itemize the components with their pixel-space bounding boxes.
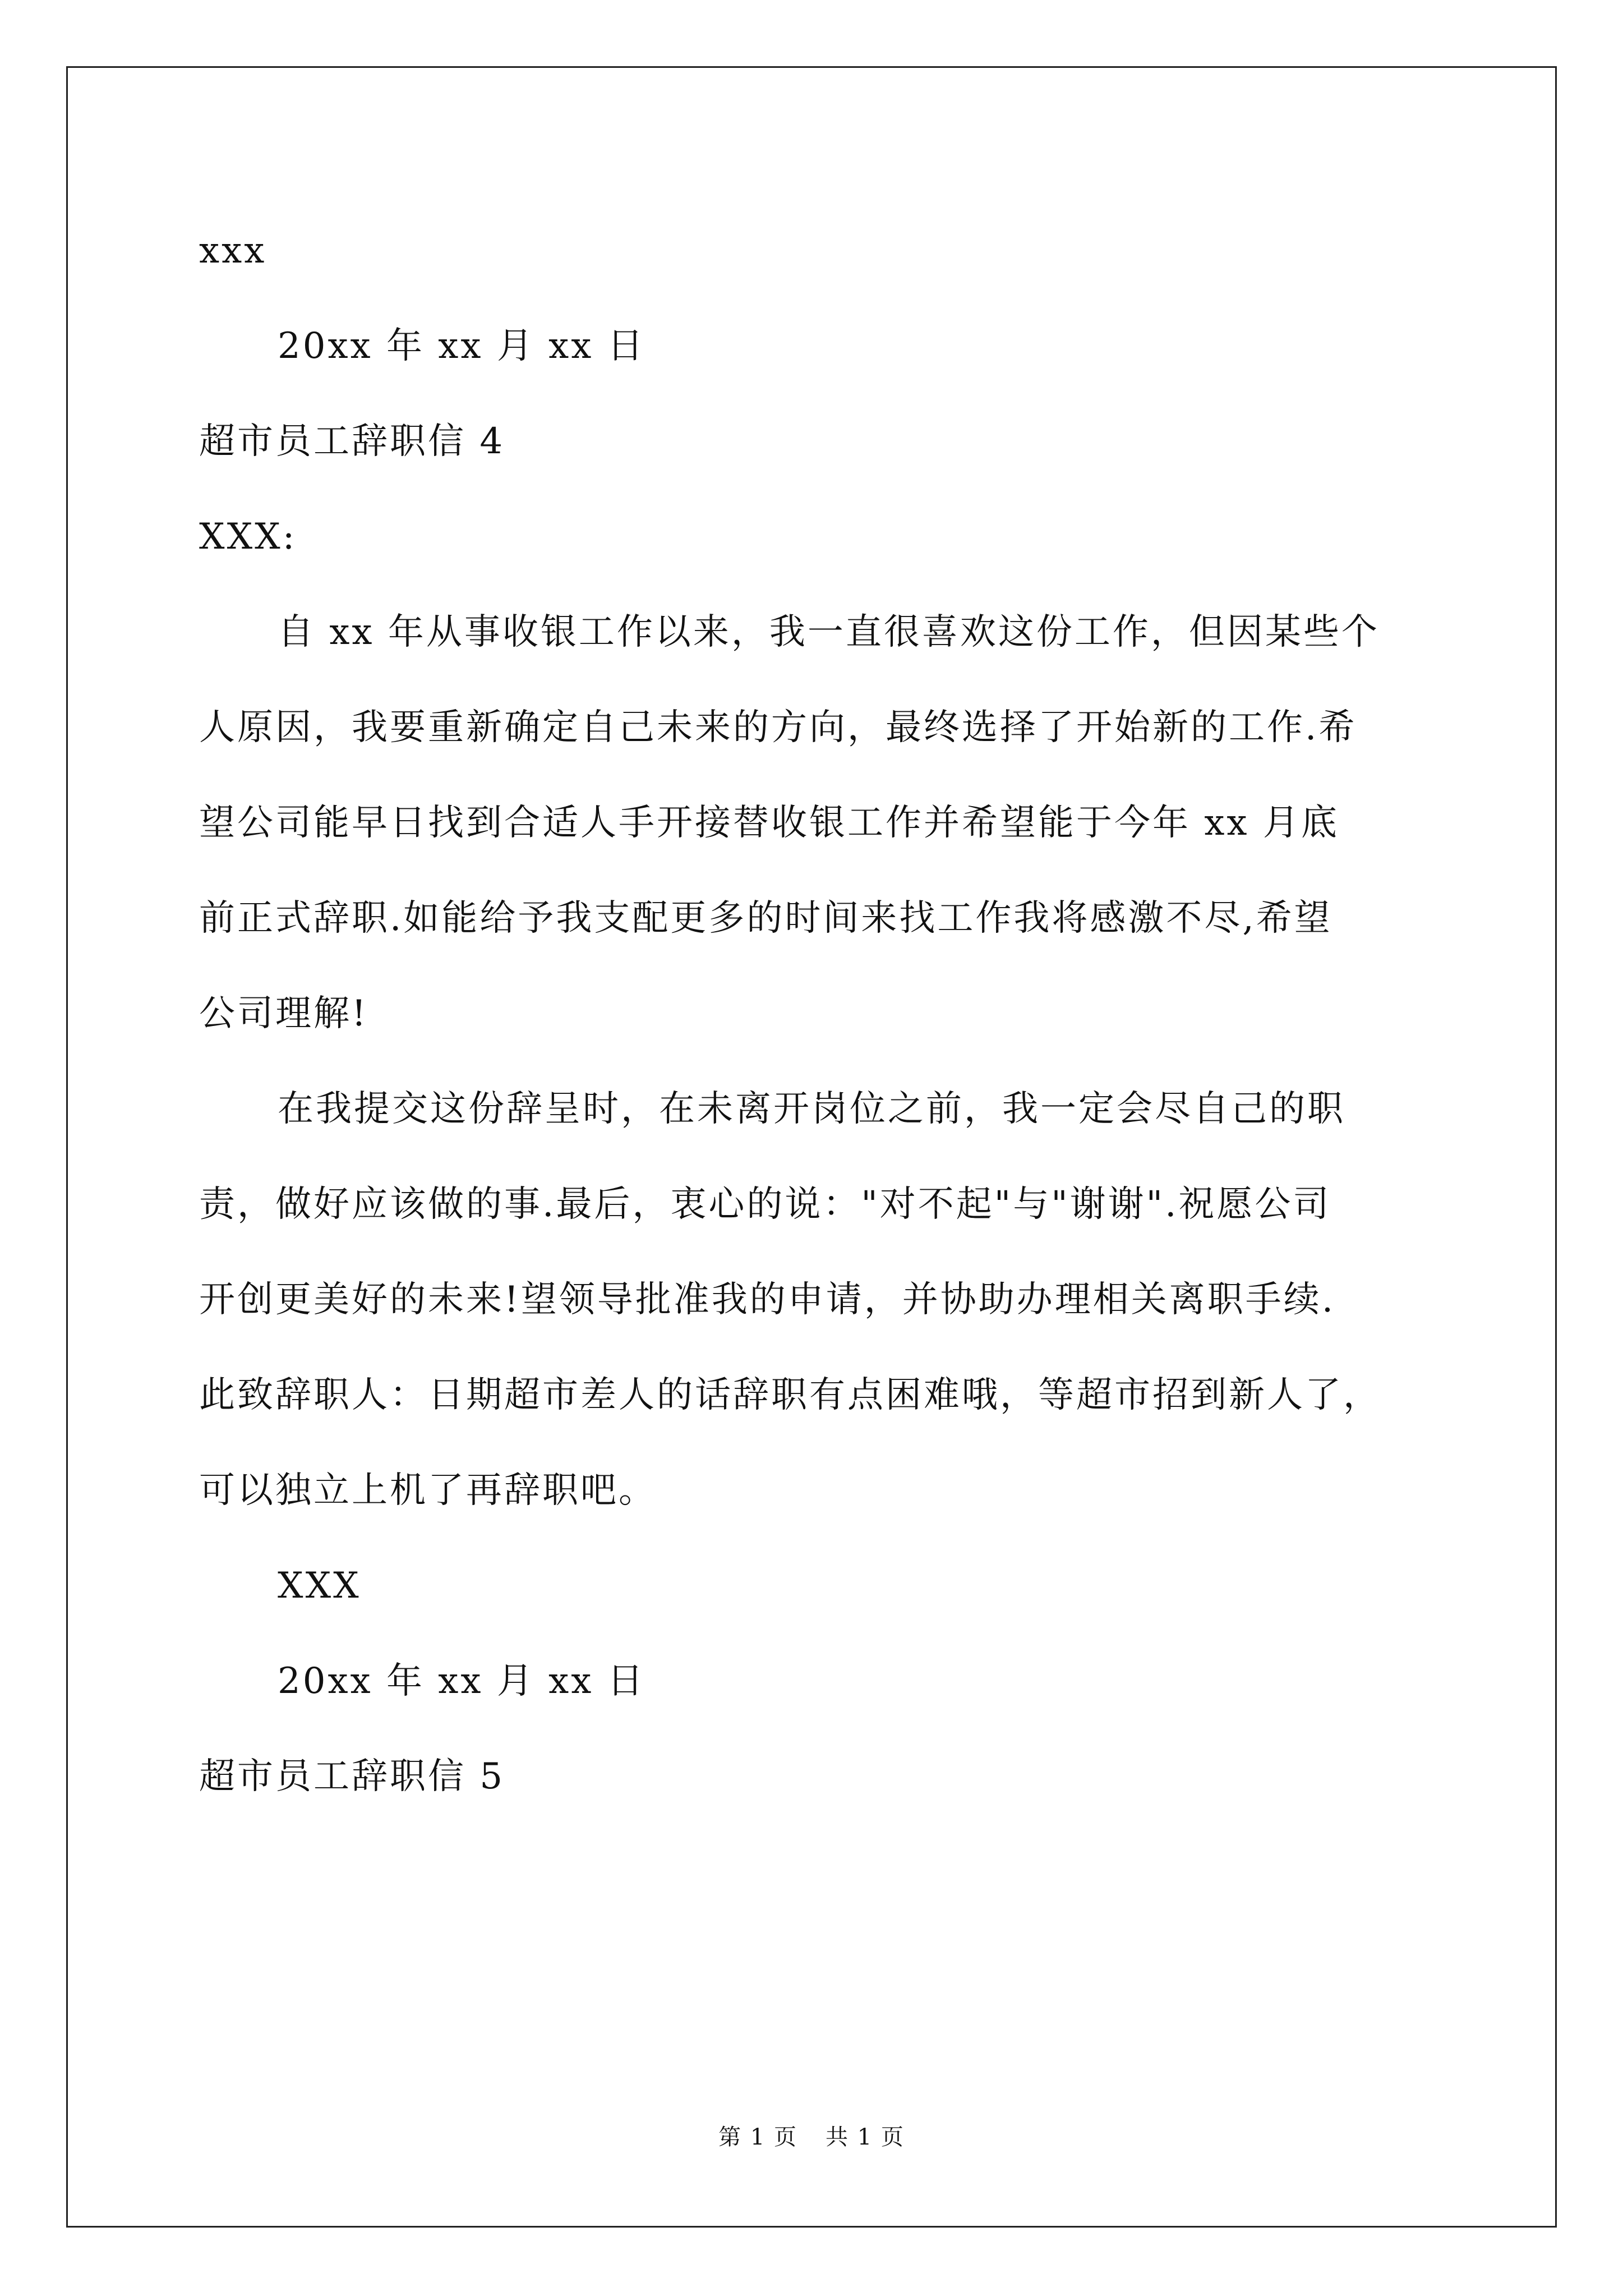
paragraph-line: 此致辞职人：日期超市差人的话辞职有点困难哦，等超市招到新人了， bbox=[199, 1374, 1381, 1416]
page-number: 第 1 页 bbox=[718, 2124, 797, 2150]
date-line: 20xx 年 xx 月 xx 日 bbox=[278, 1660, 645, 1702]
page-footer bbox=[0, 2126, 1623, 2148]
letter-title: 超市员工辞职信 5 bbox=[199, 1756, 505, 1797]
date-line: 20xx 年 xx 月 xx 日 bbox=[278, 325, 645, 367]
paragraph-line: 前正式辞职.如能给予我支配更多的时间来找工作我将感激不尽,希望 bbox=[199, 898, 1332, 939]
salutation: XXX: bbox=[199, 516, 297, 558]
signature-line: xxx bbox=[199, 230, 267, 272]
paragraph-line: 公司理解! bbox=[199, 993, 368, 1034]
paragraph-line: 望公司能早日找到合适人手开接替收银工作并希望能于今年 xx 月底 bbox=[199, 802, 1339, 844]
paragraph-line: 开创更美好的未来!望领导批准我的申请，并协助办理相关离职手续. bbox=[199, 1279, 1336, 1320]
page-border bbox=[66, 66, 1557, 2228]
paragraph-line: 责，做好应该做的事.最后，衷心的说："对不起"与"谢谢".祝愿公司 bbox=[199, 1184, 1331, 1225]
paragraph-line: 可以独立上机了再辞职吧。 bbox=[199, 1470, 657, 1511]
signature-line: XXX bbox=[278, 1565, 361, 1607]
paragraph-line: 自 xx 年从事收银工作以来，我一直很喜欢这份工作，但因某些个 bbox=[278, 611, 1380, 653]
page-total: 共 1 页 bbox=[826, 2124, 905, 2150]
paragraph-line: 人原因，我要重新确定自己未来的方向，最终选择了开始新的工作.希 bbox=[199, 707, 1357, 748]
letter-title: 超市员工辞职信 4 bbox=[199, 421, 505, 462]
paragraph-line: 在我提交这份辞呈时，在未离开岗位之前，我一定会尽自己的职 bbox=[278, 1088, 1345, 1130]
